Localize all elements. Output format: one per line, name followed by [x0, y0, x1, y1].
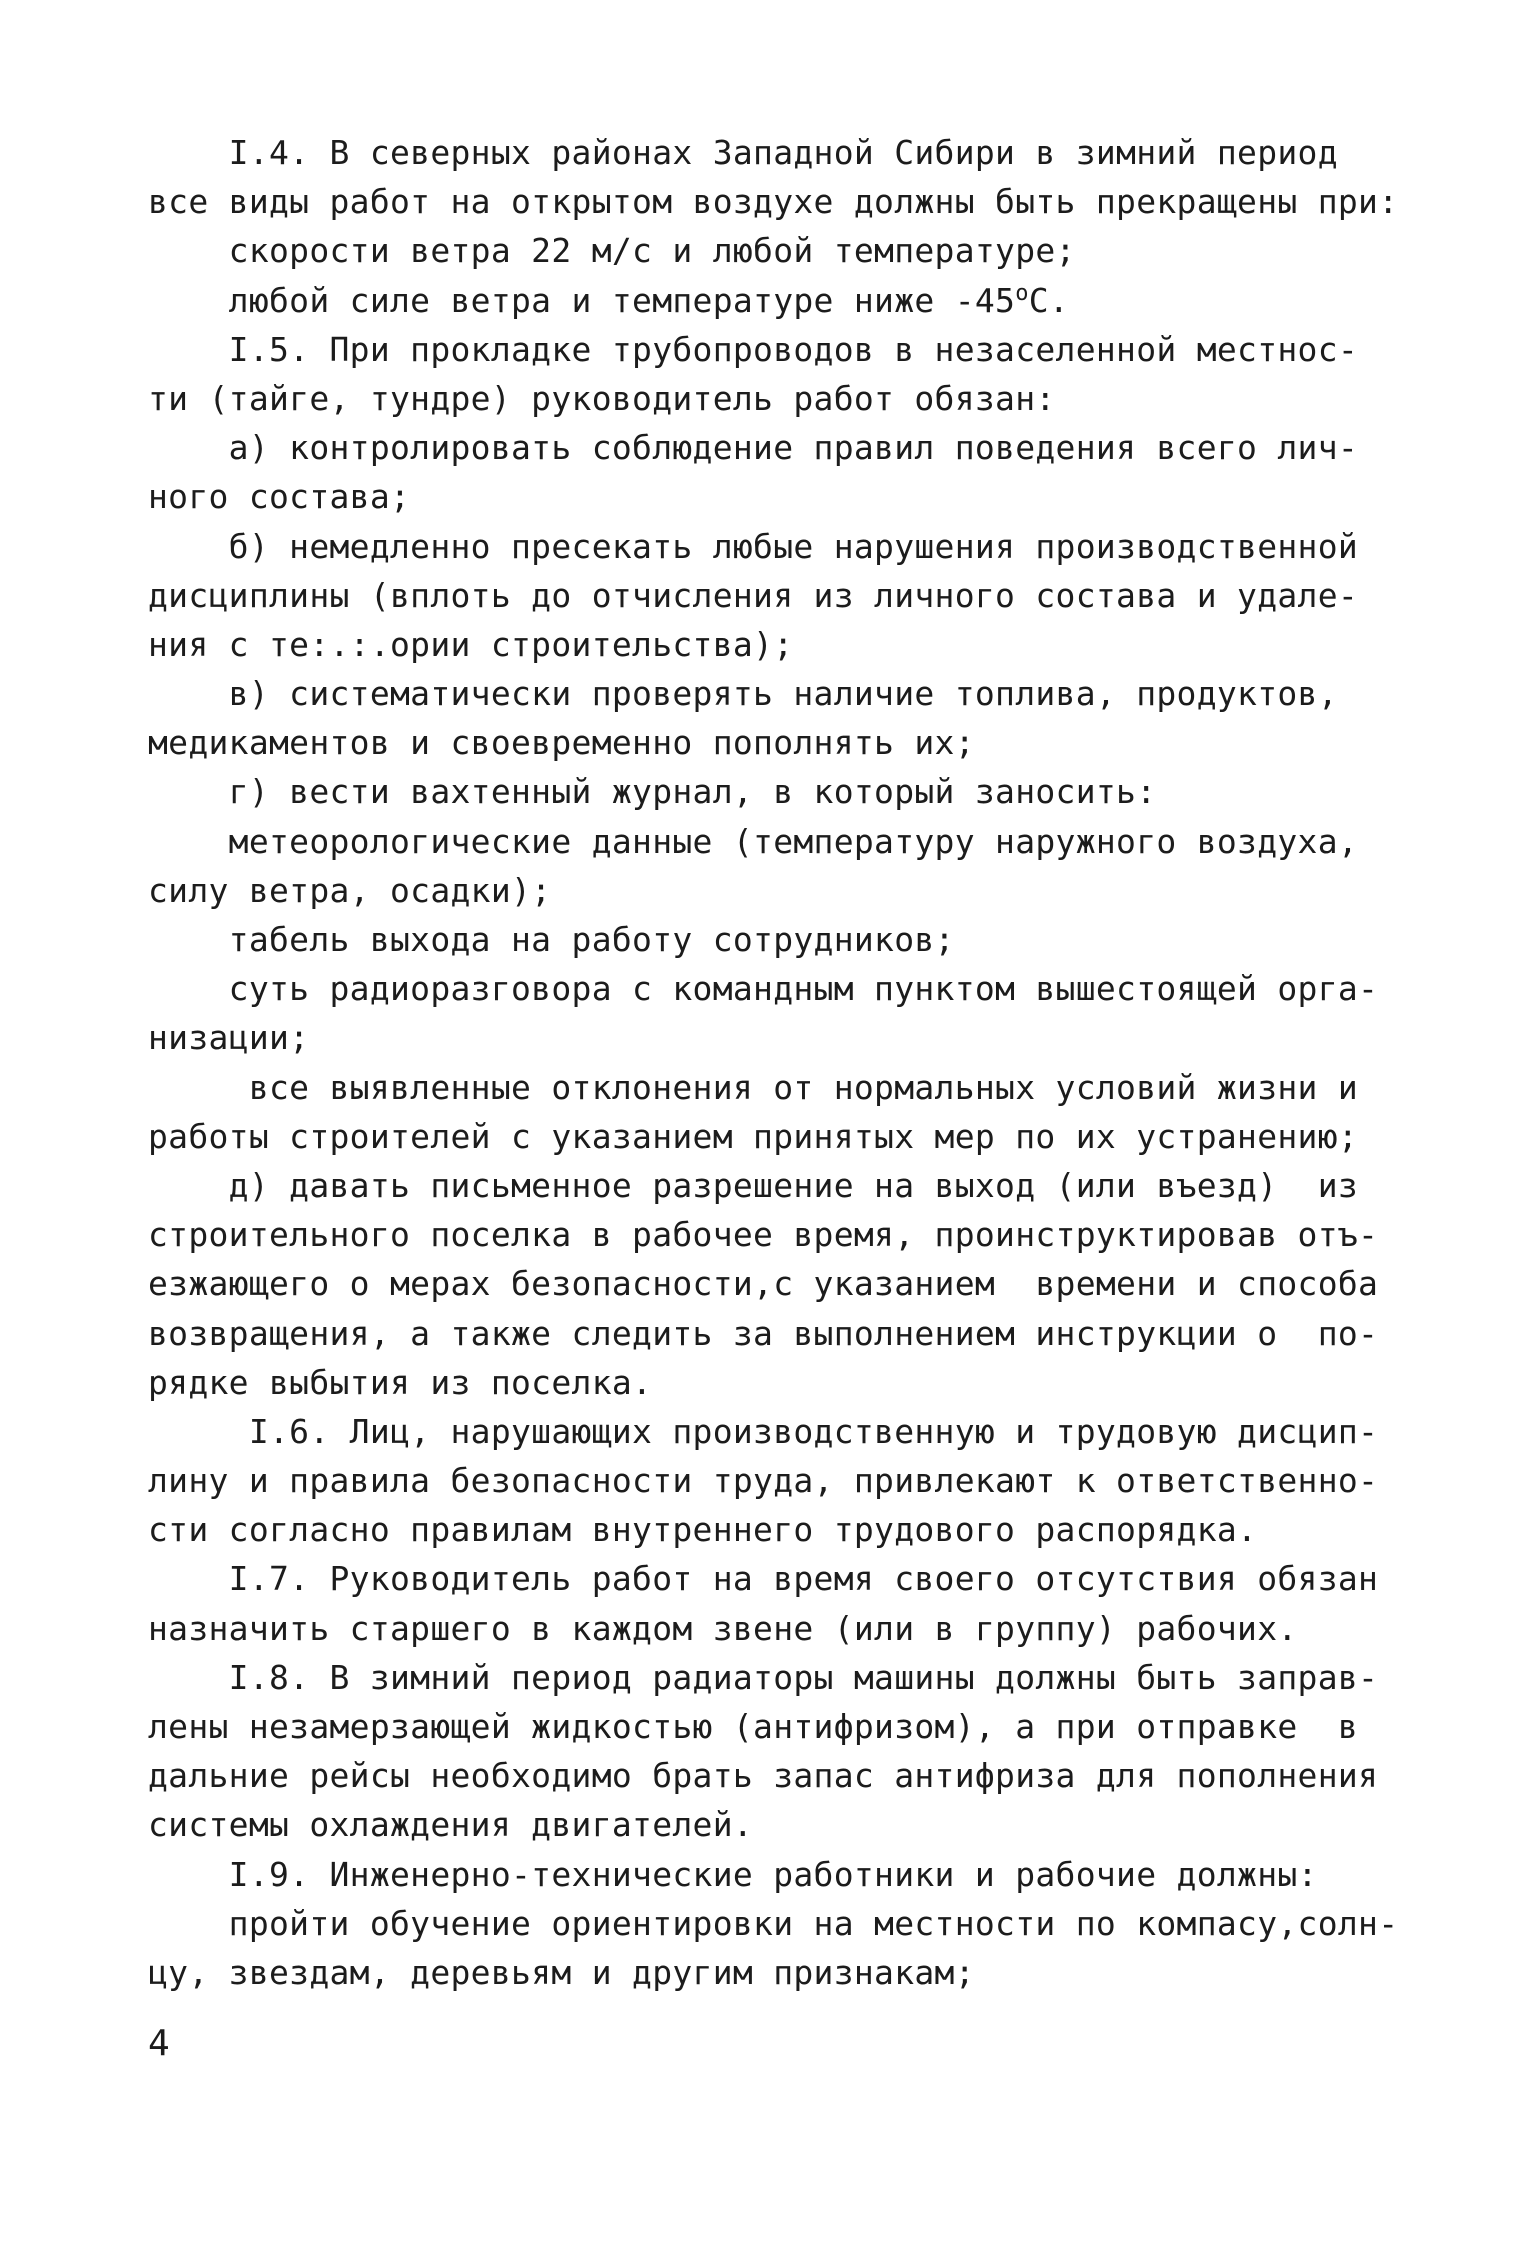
text-line: г) вести вахтенный журнал, в который заносить: — [148, 772, 1157, 812]
text-line: ти (тайге, тундре) руководитель работ обязан: — [148, 378, 1056, 418]
text-line: все выявленные отклонения от нормальных условий жизни и — [148, 1067, 1359, 1107]
text-line: I.7. Руководитель работ на время своего отсутствия обязан — [148, 1559, 1379, 1599]
text-line: лены незамерзающей жидкостью (антифризом), а при отправке в — [148, 1707, 1359, 1746]
text-line: работы строителей с указанием принятых мер по их устранению; — [148, 1116, 1359, 1156]
text-line: дальние рейсы необходимо брать запас антифриза для пополнения — [148, 1756, 1379, 1796]
text-line: суть радиоразговора с командным пунктом вышестоящей орга- — [148, 969, 1379, 1009]
text-line: д) давать письменное разрешение на выход (или въезд) из — [148, 1165, 1359, 1205]
text-line: скорости ветра 22 м/с и любой температуре; — [148, 231, 1076, 271]
text-line: назначить старшего в каждом звене (или в группу) рабочих. — [148, 1608, 1298, 1648]
text-line: цу, звездам, деревьям и другим признакам; — [148, 1952, 975, 1992]
text-line: ния с те:.:.ории строительства); — [148, 624, 794, 664]
text-line-temperature — [148, 276, 1408, 325]
text-line: силу ветра, осадки); — [148, 870, 552, 910]
text-line: I.6. Лиц, нарушающих производственную и трудовую дисцип- — [148, 1411, 1379, 1451]
text-line: все виды работ на открытом воздухе должны быть прекращены при: — [148, 182, 1399, 222]
text-line: рядке выбытия из поселка. — [148, 1362, 653, 1402]
text-line: ного состава; — [148, 477, 411, 517]
text-line: б) немедленно пресекать любые нарушения производственной — [148, 526, 1359, 566]
text-line: сти согласно правилам внутреннего трудового распорядка. — [148, 1510, 1258, 1550]
degree-superscript: о — [1015, 280, 1029, 306]
text-line: табель выхода на работу сотрудников; — [148, 920, 955, 959]
body-text — [148, 128, 1408, 1997]
text-line: возвращения, а также следить за выполнением инструкции о по- — [148, 1313, 1379, 1353]
text-line: низации; — [148, 1018, 310, 1058]
text-line: строительного поселка в рабочее время, проинструктировав отъ- — [148, 1215, 1379, 1255]
page-number: 4 — [148, 2023, 170, 2064]
text-line: а) контролировать соблюдение правил поведения всего лич- — [148, 428, 1359, 468]
text-line: дисциплины (вплоть до отчисления из личного состава и удале- — [148, 575, 1359, 615]
text-line: лину и правила безопасности труда, привлекают к ответственно- — [148, 1461, 1379, 1501]
text-line: I.8. В зимний период радиаторы машины должны быть заправ- — [148, 1657, 1379, 1697]
temperature-text: любой силе ветра и температуре ниже -45 — [148, 280, 1016, 320]
temperature-unit: С. — [1028, 280, 1070, 320]
text-line: в) систематически проверять наличие топлива, продуктов, — [148, 674, 1338, 714]
text-line: езжающего о мерах безопасности,с указанием времени и способа — [148, 1264, 1379, 1304]
text-line: пройти обучение ориентировки на местности по компасу,солн- — [148, 1903, 1399, 1943]
text-line: системы охлаждения двигателей. — [148, 1805, 754, 1845]
text-line: метеорологические данные (температуру наружного воздуха, — [148, 821, 1359, 861]
text-line: I.5. При прокладке трубопроводов в незаселенной местнос- — [148, 329, 1359, 369]
text-line: I.4. В северных районах Западной Сибири в зимний период — [148, 133, 1338, 172]
text-line: медикаментов и своевременно пополнять их; — [148, 723, 975, 763]
text-line: I.9. Инженерно-технические работники и рабочие должны: — [148, 1854, 1318, 1894]
